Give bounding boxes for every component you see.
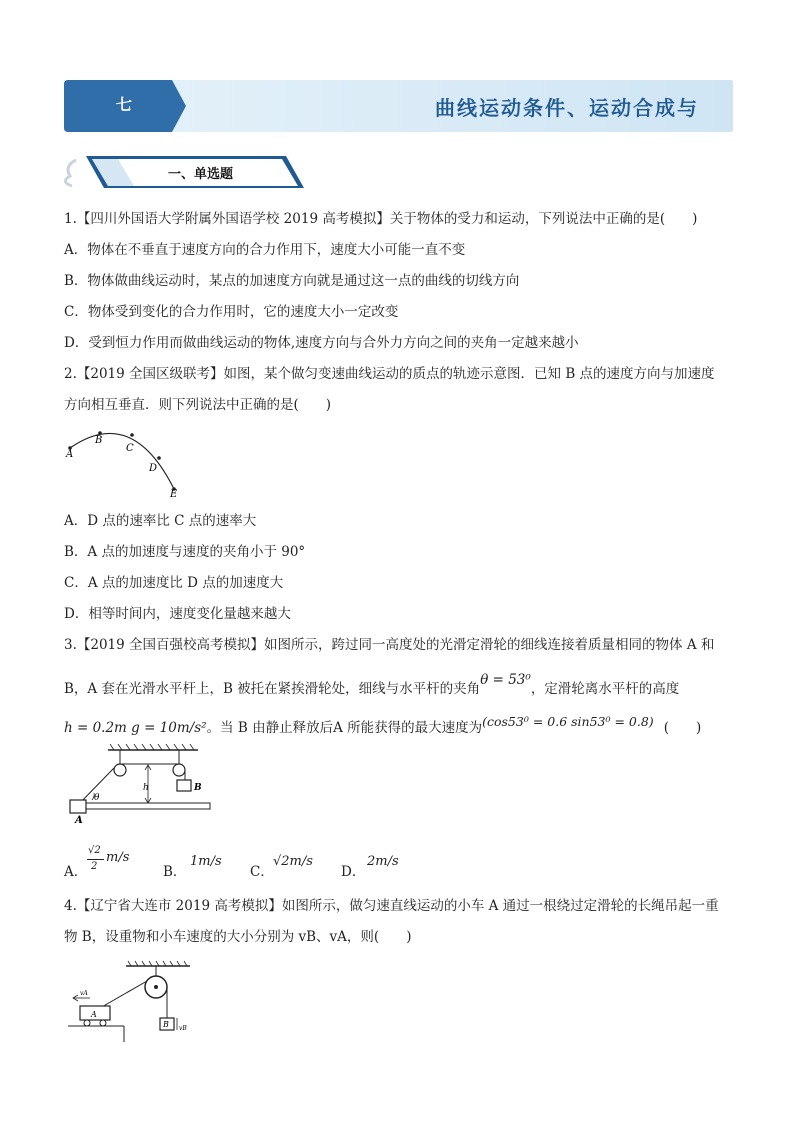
label-a: A: [66, 449, 74, 460]
q3-given-values: h = 0.2m g = 10m/s²: [64, 720, 207, 736]
q2-option-a: A．D 点的速率比 C 点的速率大: [64, 513, 257, 529]
label-b: B: [194, 783, 202, 793]
label-theta: θ: [94, 793, 100, 803]
wheel-right: [100, 1020, 106, 1026]
q3-stem-line3: [64, 714, 702, 738]
q1-stem: 1.【四川外国语大学附属外国语学校 2019 高考模拟】关于物体的受力和运动，下列说法中正确的是( ): [64, 211, 698, 227]
q3-option-a-numerator: √2: [88, 845, 101, 856]
q1-option-b: B．物体做曲线运动时，某点的加速度方向就是通过这一点的曲线的切线方向: [64, 273, 520, 289]
q1-option-a: A．物体在不垂直于速度方向的合力作用下，速度大小可能一直不变: [64, 242, 466, 258]
label-b: B: [95, 435, 103, 446]
ceiling-hatch: [110, 744, 194, 750]
q2-stem-line2: 方向相互垂直．则下列说法中正确的是( ): [64, 397, 332, 413]
label-vb: vB: [179, 1025, 187, 1032]
fraction-bar: [87, 859, 104, 860]
q4-stem-line1: 4.【辽宁省大连市 2019 高考模拟】如图所示，做匀速直线运动的小车 A 通过一根绕过定滑轮的长绳吊起一重: [64, 898, 719, 914]
q3-stem-line2: [64, 672, 680, 699]
q3-option-d-label: D．: [341, 864, 366, 880]
ring-a: [70, 800, 86, 813]
q3-option-a-denominator: 2: [91, 861, 98, 872]
q3-option-d-value: 2m/s: [367, 854, 399, 869]
q3-option-b-value: 1m/s: [190, 854, 222, 869]
q3-option-a-unit: m/s: [106, 850, 130, 865]
rope-to-car: [100, 981, 147, 1008]
q3-stem-line1: 3.【2019 全国百强校高考模拟】如图所示，跨过同一高度处的光滑定滑轮的细线连接着质量相同的物体 A 和: [64, 637, 715, 653]
q3-option-c-label: C．: [250, 864, 274, 880]
wheel-left: [84, 1020, 90, 1026]
q3-option-c-value: √2m/s: [273, 854, 313, 869]
q1-option-d: D．受到恒力作用而做曲线运动的物体,速度方向与合外力方向之间的夹角一定越来越小: [64, 335, 579, 351]
q2-option-c: C．A 点的加速度比 D 点的加速度大: [64, 575, 284, 591]
label-e: E: [170, 489, 178, 500]
pulley-right: [173, 764, 185, 776]
label-a: A: [91, 1010, 97, 1019]
label-c: C: [126, 443, 134, 454]
point-d: [157, 456, 161, 460]
chapter-banner: [64, 80, 733, 132]
label-d: D: [149, 463, 158, 474]
q3-stem-part-a: B，A 套在光滑水平杆上，B 被托在紧挨滑轮处，细线与水平杆的夹角: [64, 681, 481, 697]
q3-trig-values: (cos53⁰ = 0.6 sin53⁰ = 0.8): [482, 714, 654, 729]
q2-stem-line1: 2.【2019 全国区级联考】如图，某个做匀变速曲线运动的质点的轨迹示意图．已知 B 点的速度方向与加速度: [64, 366, 715, 382]
label-va: vA: [80, 990, 88, 997]
q3-pulley-figure: [64, 744, 214, 824]
q3-option-a-value: [84, 845, 144, 881]
q4-pulley-figure: [64, 958, 194, 1046]
horizontal-rod: [74, 803, 210, 809]
label-h: h: [143, 783, 149, 793]
q3-option-a-label: A．: [64, 864, 88, 880]
q1-option-c: C．物体受到变化的合力作用时，它的速度大小一定改变: [64, 304, 399, 320]
block-b: [177, 780, 191, 791]
q3-stem-part-c: 。当 B 由静止释放后A 所能获得的最大速度为: [206, 720, 483, 736]
q4-stem-line2: 物 B，设重物和小车速度的大小分别为 vB、vA，则( ): [64, 929, 412, 945]
point-c: [130, 433, 134, 437]
chapter-number: 七: [116, 95, 133, 114]
chapter-title: 曲线运动条件、运动合成与: [435, 96, 699, 120]
q3-option-b-label: B．: [163, 864, 187, 880]
q3-answer-paren: ( ): [663, 720, 702, 736]
q2-option-b: B．A 点的加速度与速度的夹角小于 90°: [64, 544, 306, 560]
trajectory-curve: [70, 433, 174, 489]
q2-option-d: D．相等时间内，速度变化量越来越大: [64, 606, 291, 622]
section-heading: [58, 152, 306, 192]
label-a: A: [75, 815, 83, 824]
pulley-left: [114, 764, 126, 776]
section-title: 一、单选题: [168, 167, 234, 182]
q2-trajectory-figure: [62, 425, 192, 500]
q3-theta-value: θ = 53⁰: [480, 672, 531, 688]
label-b: B: [163, 1020, 169, 1029]
q3-stem-part-b: ，定滑轮离水平杆的高度: [530, 681, 680, 697]
